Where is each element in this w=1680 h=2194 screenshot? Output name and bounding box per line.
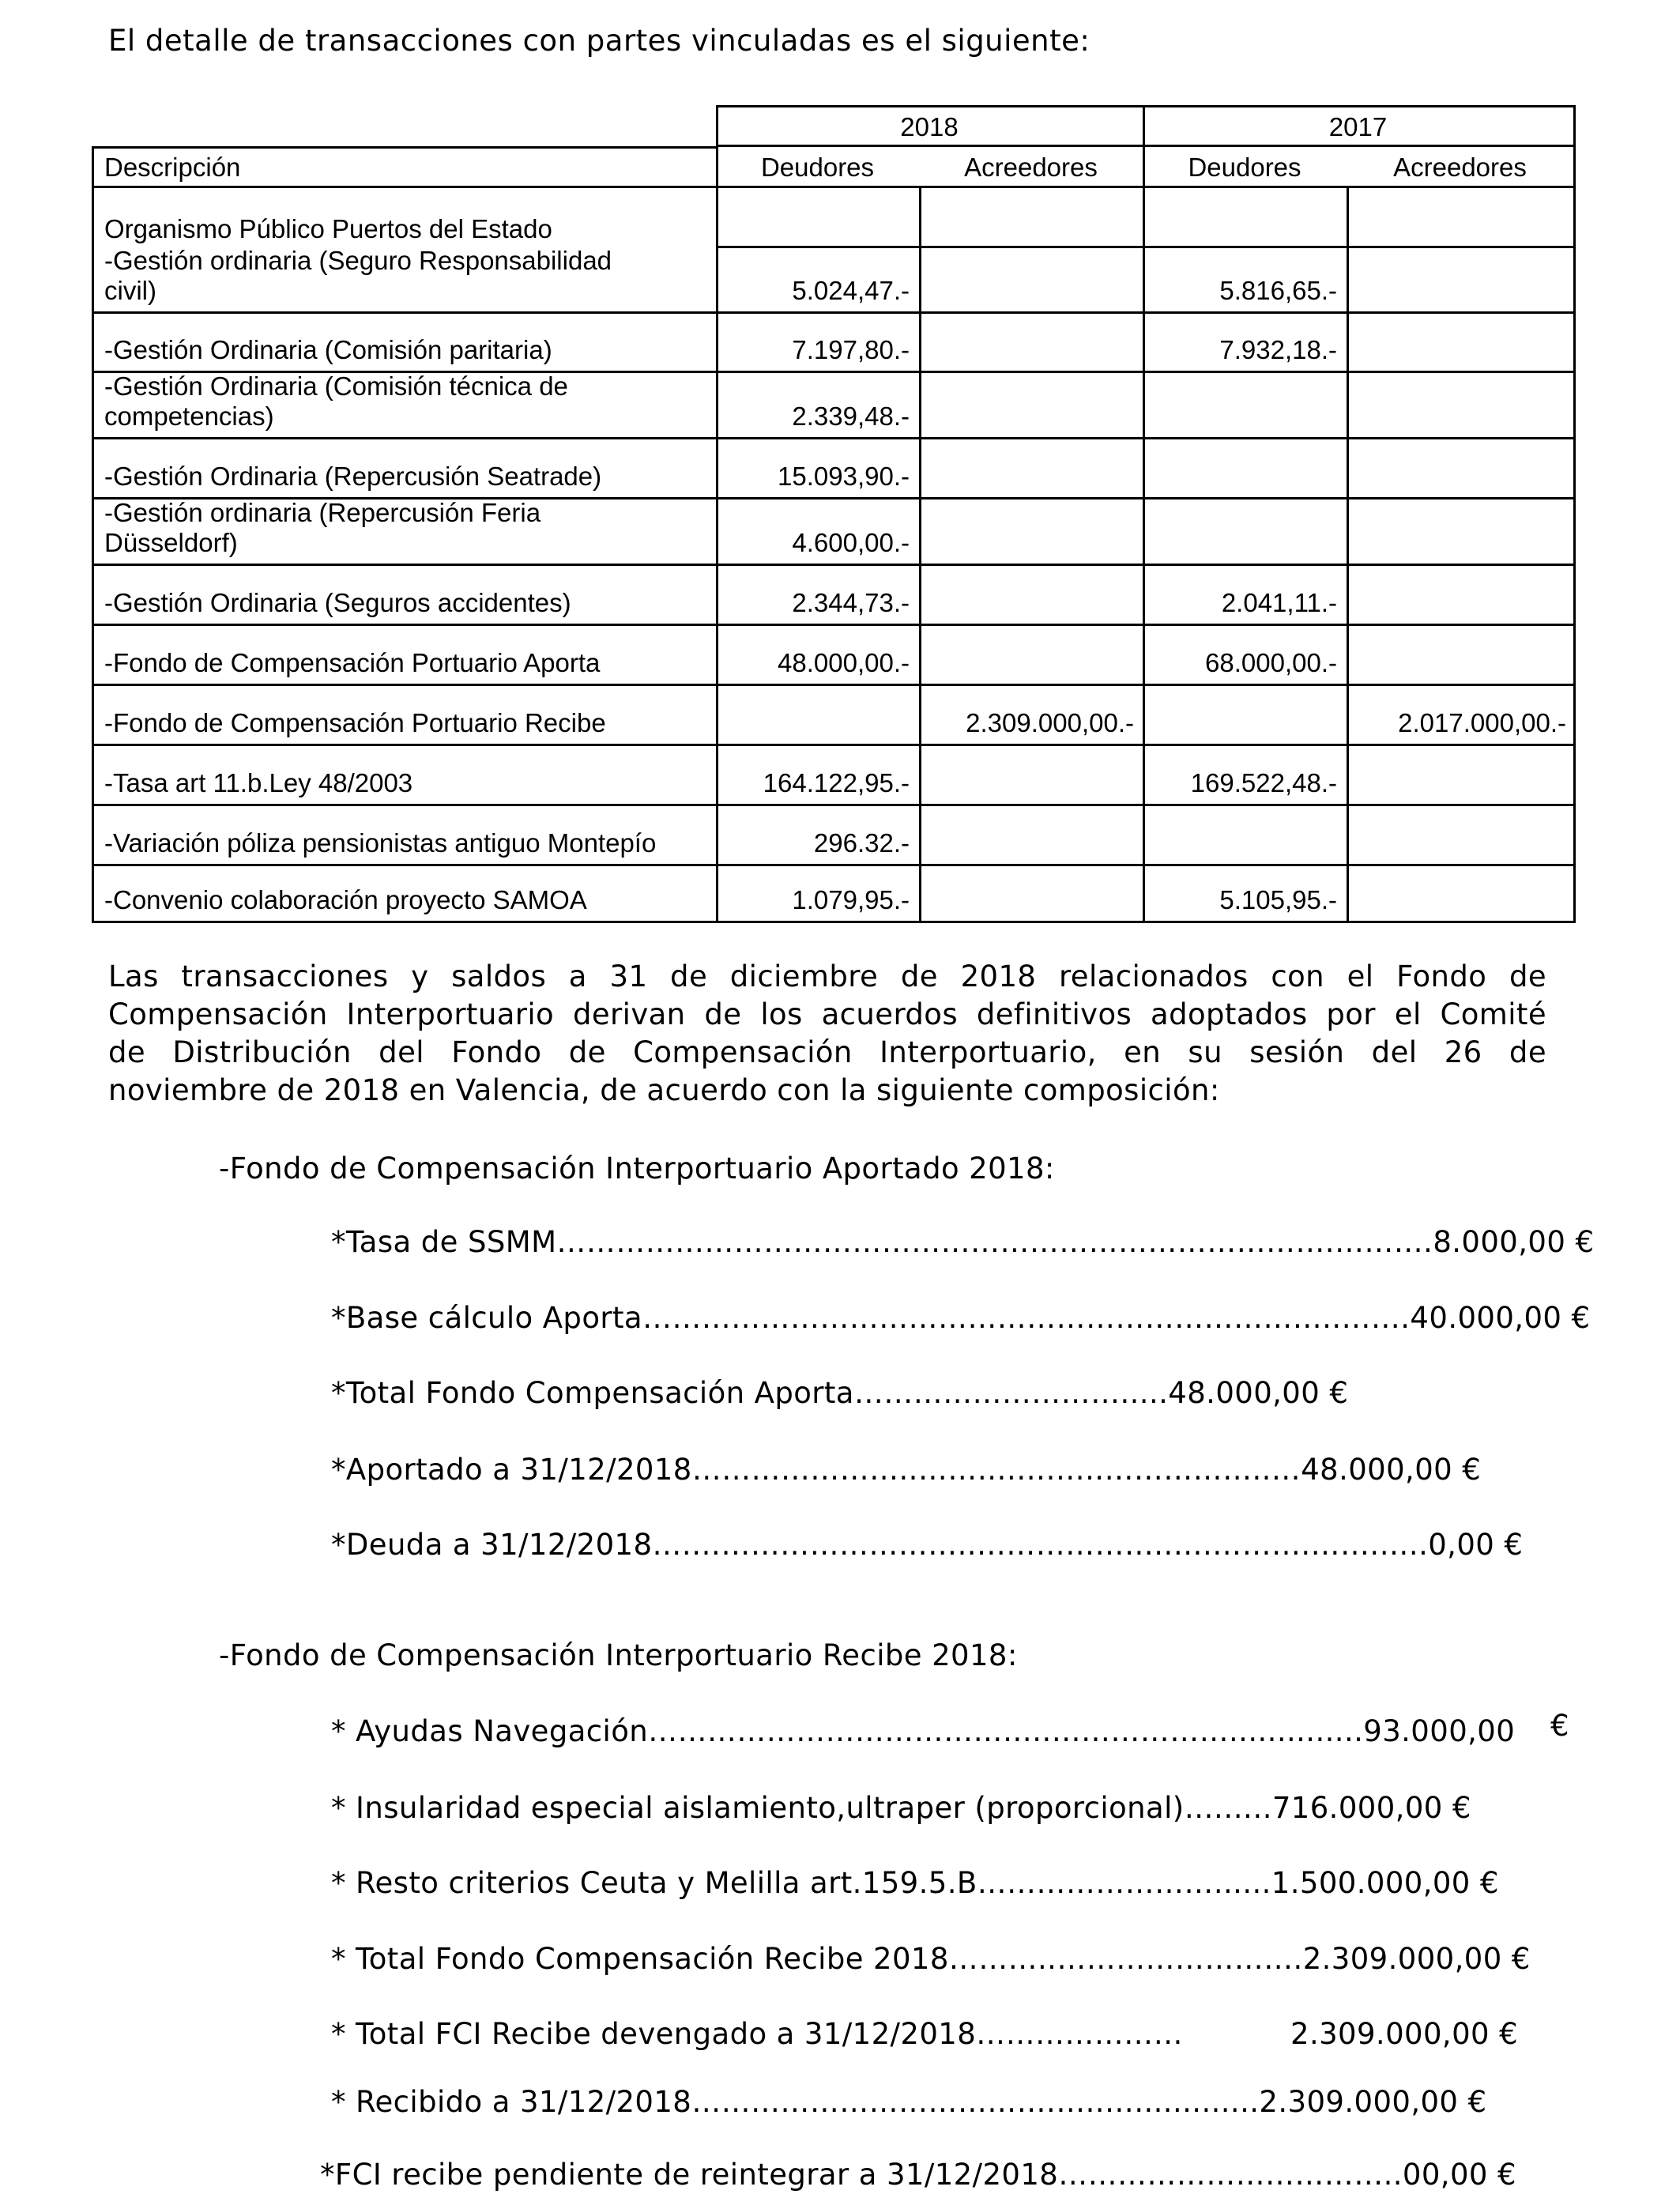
- table-rule: [716, 246, 1576, 248]
- row-description: -Gestión Ordinaria (Seguros accidentes): [104, 588, 571, 617]
- table-rule: [92, 624, 1576, 626]
- year-2018-header: 2018: [900, 112, 959, 141]
- row-description: -Fondo de Compensación Portuario Aporta: [104, 648, 601, 677]
- explanatory-paragraph: [108, 958, 1546, 1110]
- cell-a2017: 2.017.000,00.-: [1398, 708, 1566, 737]
- cell-d2017: 7.932,18.-: [1219, 335, 1337, 364]
- table-rule: [1143, 105, 1145, 923]
- acreedores-2018-header: Acreedores: [964, 153, 1098, 182]
- paragraph-line: noviembre de 2018 en Valencia, de acuerdo con la siguiente composición:: [108, 1073, 1220, 1107]
- cell-d2018: 2.344,73.-: [792, 588, 910, 617]
- row-description-cont: Düsseldorf): [104, 528, 238, 557]
- aporta-item: *Total Fondo Compensación Aporta……………………….....48.000,00 €: [331, 1376, 1349, 1410]
- deudores-2017-header: Deudores: [1188, 153, 1301, 182]
- recibe-item-euro: €: [1550, 1709, 1569, 1743]
- row-description: -Tasa art 11.b.Ley 48/2003: [104, 768, 413, 797]
- row-description-cont: competencias): [104, 401, 274, 431]
- cell-d2018: 164.122,95.-: [763, 768, 910, 797]
- table-rule: [919, 186, 921, 923]
- paragraph-line: de Distribución del Fondo de Compensación Interportuario, en su sesión del 26 de: [108, 1035, 1546, 1069]
- recibe-item-amount: 2.309.000,00 €: [1290, 2017, 1519, 2051]
- table-rule: [92, 311, 1576, 314]
- aporta-title: -Fondo de Compensación Interportuario Aportado 2018:: [219, 1152, 1055, 1186]
- group-title: Organismo Público Puertos del Estado: [104, 214, 552, 243]
- recibe-item: * Recibido a 31/12/2018……………………………….…..….............2.309.000,00 €: [331, 2085, 1487, 2119]
- cell-d2018: 15.093,90.-: [778, 462, 910, 491]
- row-description-cont: civil): [104, 276, 156, 305]
- cell-d2017: 169.522,48.-: [1190, 768, 1337, 797]
- table-rule: [716, 145, 1576, 147]
- row-description: -Fondo de Compensación Portuario Recibe: [104, 708, 606, 737]
- year-2017-header: 2017: [1328, 112, 1388, 141]
- aporta-item: *Base cálculo Aporta……………………………………………………………..…….40.000,00 €: [331, 1301, 1591, 1335]
- paragraph-line: Las transacciones y saldos a 31 de diciembre de 2018 relacionados con el Fondo de: [108, 959, 1546, 993]
- cell-d2018: 48.000,00.-: [778, 648, 910, 677]
- aporta-item: *Tasa de SSMM…………………………………………………………………….……….8.000,00 €: [331, 1225, 1595, 1259]
- table-rule: [92, 146, 716, 149]
- row-description: -Convenio colaboración proyecto SAMOA: [104, 885, 587, 914]
- table-rule: [92, 146, 94, 923]
- recibe-item: * Insularidad especial aislamiento,ultraper (proporcional)….…..716.000,00 €: [331, 1791, 1471, 1825]
- cell-d2017: 68.000,00.-: [1205, 648, 1337, 677]
- aporta-item: *Deuda a 31/12/2018….………………………..………………..….……….…….…..0,00 €: [331, 1528, 1524, 1562]
- cell-d2018: 5.024,47.-: [792, 276, 910, 305]
- table-rule: [92, 684, 1576, 686]
- table-rule: [92, 921, 1576, 923]
- table-rule: [92, 186, 1576, 188]
- cell-d2018: 2.339,48.-: [792, 401, 910, 431]
- cell-d2018: 7.197,80.-: [792, 335, 910, 364]
- table-rule: [92, 864, 1576, 866]
- cell-a2018: 2.309.000,00.-: [966, 708, 1134, 737]
- recibe-item: *FCI recibe pendiente de reintegrar a 31/12/2018……………………………..00,00 €: [320, 2158, 1516, 2192]
- table-rule: [716, 105, 718, 923]
- aporta-item: *Aportado a 31/12/2018…………………..……….….…..……………..…48.000,00 €: [331, 1453, 1482, 1487]
- recibe-item: * Ayudas Navegación…………………………………..………………..............93.000,00: [331, 1714, 1516, 1748]
- acreedores-2017-header: Acreedores: [1393, 153, 1527, 182]
- recibe-item: * Total FCI Recibe devengado a 31/12/2018…………………: [331, 2017, 1183, 2051]
- row-description: -Gestión Ordinaria (Repercusión Seatrade): [104, 462, 602, 491]
- recibe-item: * Total Fondo Compensación Recibe 2018………..…………………….2.309.000,00 €: [331, 1942, 1531, 1976]
- recibe-title: -Fondo de Compensación Interportuario Recibe 2018:: [219, 1638, 1018, 1672]
- table-rule: [1347, 186, 1349, 923]
- table-rule: [716, 105, 1576, 107]
- table-rule: [92, 564, 1576, 566]
- table-rule: [1573, 105, 1576, 923]
- row-description: -Variación póliza pensionistas antiguo Montepío: [104, 828, 657, 858]
- intro-text: El detalle de transacciones con partes vinculadas es el siguiente:: [108, 24, 1090, 58]
- cell-d2018: 4.600,00.-: [792, 528, 910, 557]
- row-description: -Gestión Ordinaria (Comisión técnica de: [104, 371, 568, 401]
- table-rule: [92, 744, 1576, 746]
- row-description: -Gestión Ordinaria (Comisión paritaria): [104, 335, 552, 364]
- cell-d2017: 5.105,95.-: [1219, 885, 1337, 914]
- cell-d2017: 5.816,65.-: [1219, 276, 1337, 305]
- row-description: -Gestión ordinaria (Repercusión Feria: [104, 498, 541, 527]
- recibe-item: * Resto criterios Ceuta y Melilla art.159.5.B……………………......1.500.000,00 €: [331, 1866, 1499, 1900]
- cell-d2018: 1.079,95.-: [792, 885, 910, 914]
- cell-d2017: 2.041,11.-: [1221, 588, 1337, 617]
- paragraph-line: Compensación Interportuario derivan de los acuerdos definitivos adoptados por el Comité: [108, 997, 1546, 1031]
- related-party-table: [92, 105, 1576, 923]
- deudores-2018-header: Deudores: [760, 153, 875, 182]
- cell-d2018: 296.32.-: [813, 828, 910, 858]
- table-rule: [92, 804, 1576, 806]
- descripcion-header: Descripción: [104, 153, 241, 182]
- table-rule: [92, 437, 1576, 439]
- row-description: -Gestión ordinaria (Seguro Responsabilidad: [104, 246, 612, 275]
